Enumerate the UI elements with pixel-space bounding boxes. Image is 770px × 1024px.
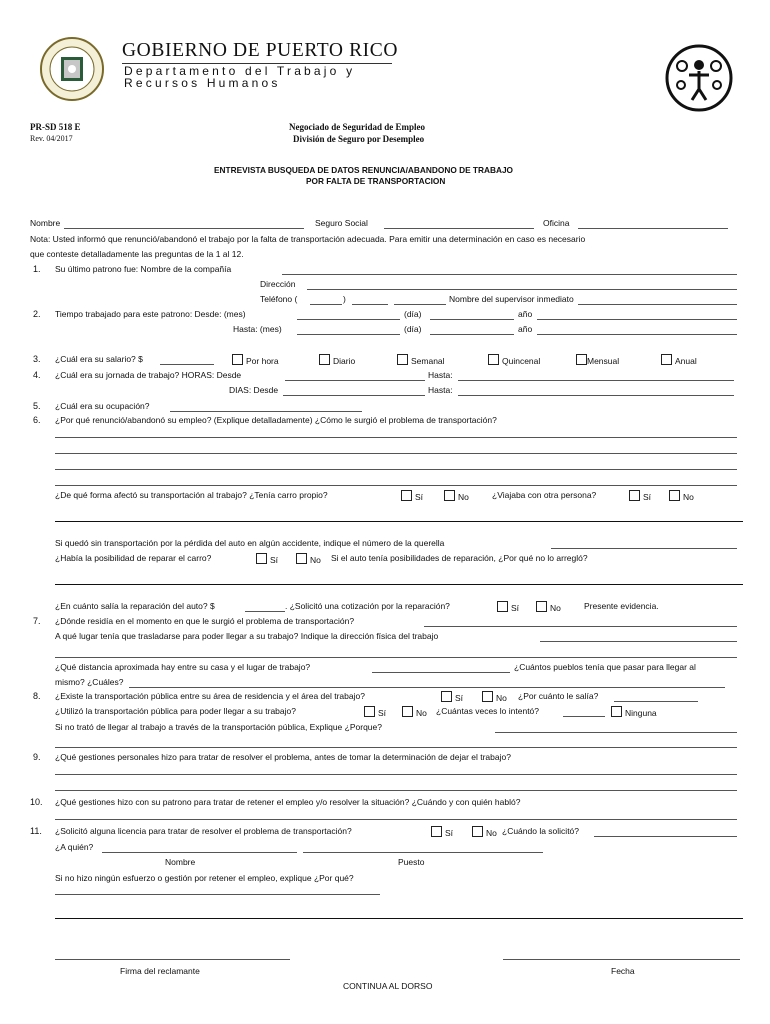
direccion-label: Dirección <box>260 279 296 289</box>
nota-line-1: Nota: Usted informó que renunció/abandonó el trabajo por la falta de transportación adecuada. Para emitir una determinación en caso es necesario <box>30 234 586 244</box>
quien-label: ¿A quién? <box>55 842 94 852</box>
q6-answer-line-2[interactable] <box>55 453 737 454</box>
section-divider-3 <box>55 918 743 919</box>
carro-si[interactable]: Sí <box>401 490 423 502</box>
dias-desde-field[interactable] <box>283 395 425 396</box>
q7-label: ¿Dónde residía en el momento en que le surgió el problema de transportación? <box>55 616 355 626</box>
q3-label: ¿Cuál era su salario? $ <box>55 354 143 364</box>
checkbox[interactable] <box>576 354 587 365</box>
opt-mensual[interactable]: Mensual <box>576 354 619 366</box>
q10-number: 10. <box>30 797 43 807</box>
hasta-mes-field[interactable] <box>297 334 400 335</box>
viajaba-si[interactable]: Sí <box>629 490 651 502</box>
residia-field[interactable] <box>424 626 737 627</box>
opt-por-hora[interactable]: Por hora <box>232 354 279 366</box>
firma-label: Firma del reclamante <box>120 966 200 976</box>
veces-field[interactable] <box>563 716 605 717</box>
afecto-label: ¿De qué forma afectó su transportación al trabajo? ¿Tenía carro propio? <box>55 490 328 500</box>
dias-hasta-label: Hasta: <box>428 385 453 395</box>
form-rev: Rev. 04/2017 <box>30 134 73 143</box>
checkbox[interactable] <box>488 354 499 365</box>
pueblos-field[interactable] <box>129 687 725 688</box>
notrato-field[interactable] <box>495 732 737 733</box>
form-title-1: ENTREVISTA BUSQUEDA DE DATOS RENUNCIA/ABANDONO DE TRABAJO <box>214 165 514 175</box>
desde-ano-label: año <box>518 309 533 319</box>
existe-si[interactable]: Sí <box>441 691 463 703</box>
checkbox[interactable] <box>397 354 408 365</box>
nota-line-2: que conteste detalladamente las preguntas de la 1 al 12. <box>30 249 244 259</box>
q4-number: 4. <box>33 370 41 380</box>
checkbox[interactable] <box>431 826 442 837</box>
supervisor-field[interactable] <box>578 304 737 305</box>
checkbox[interactable] <box>472 826 483 837</box>
division: División de Seguro por Desempleo <box>293 134 425 144</box>
q9-number: 9. <box>33 752 41 762</box>
dias-desde-label: DIAS: Desde <box>229 385 279 395</box>
checkbox[interactable] <box>401 490 412 501</box>
veces-label: ¿Cuántas veces lo intentó? <box>436 706 540 716</box>
q1-number: 1. <box>33 264 41 274</box>
checkbox[interactable] <box>232 354 243 365</box>
continua-label: CONTINUA AL DORSO <box>343 981 433 991</box>
notrato-label: Si no trató de llegar al trabajo a través de la transportación pública, Explique ¿Porque? <box>55 722 382 732</box>
form-title-2: POR FALTA DE TRANSPORTACION <box>306 176 446 186</box>
q3-number: 3. <box>33 354 41 364</box>
checkbox[interactable] <box>256 553 267 564</box>
desde-mes-field[interactable] <box>297 319 400 320</box>
supervisor-label: Nombre del supervisor inmediato <box>449 294 574 304</box>
horas-hasta-field[interactable] <box>458 380 734 381</box>
checkbox[interactable] <box>441 691 452 702</box>
quien-puesto-field[interactable] <box>303 852 543 853</box>
q11-label: ¿Solicitó alguna licencia para tratar de resolver el problema de transportación? <box>55 826 352 836</box>
lugar-label: A qué lugar tenía que trasladarse para poder llegar a su trabajo? Indique la dirección física del trabajo <box>55 631 439 641</box>
cuando-field[interactable] <box>594 836 737 837</box>
reparar-label: ¿Había la posibilidad de reparar el carro? <box>55 553 212 563</box>
q6-answer-line-4[interactable] <box>55 485 737 486</box>
hasta-dia-field[interactable] <box>430 334 514 335</box>
q2-label: Tiempo trabajado para este patrono: Desde: (mes) <box>55 309 246 319</box>
oficina-field[interactable] <box>578 228 728 229</box>
hasta-ano-label: año <box>518 324 533 334</box>
utilizo-no[interactable]: No <box>402 706 427 718</box>
section-divider-1 <box>55 521 743 522</box>
distancia-field[interactable] <box>372 672 510 673</box>
desde-ano-field[interactable] <box>537 319 737 320</box>
company-field[interactable] <box>282 274 737 275</box>
q8-number: 8. <box>33 691 41 701</box>
ocupacion-field[interactable] <box>170 411 362 412</box>
salia-field[interactable] <box>614 701 698 702</box>
telefono-label: Teléfono ( <box>260 294 298 304</box>
carro-no[interactable]: No <box>444 490 469 502</box>
opt-anual[interactable]: Anual <box>661 354 697 366</box>
form-id: PR-SD 518 E <box>30 122 81 132</box>
checkbox[interactable] <box>497 601 508 612</box>
fecha-line[interactable] <box>503 959 740 960</box>
hasta-mes-label: Hasta: (mes) <box>233 324 282 334</box>
dept-line-1: Departamento del Trabajo y <box>124 64 356 78</box>
hasta-dia-label: (día) <box>404 324 422 334</box>
area-code-field[interactable] <box>310 304 342 305</box>
q5-label: ¿Cuál era su ocupación? <box>55 401 150 411</box>
quien-nombre-field[interactable] <box>102 852 297 853</box>
dias-hasta-field[interactable] <box>458 395 734 396</box>
opt-semanal[interactable]: Semanal <box>397 354 445 366</box>
puerto-rico-seal-icon <box>34 36 110 102</box>
nohizo-field[interactable] <box>55 894 380 895</box>
checkbox[interactable] <box>482 691 493 702</box>
reparar-si[interactable]: Sí <box>256 553 278 565</box>
q6-number: 6. <box>33 415 41 425</box>
telefono-field-1[interactable] <box>352 304 388 305</box>
telefono-field-2[interactable] <box>394 304 446 305</box>
nombre-field[interactable] <box>64 228 304 229</box>
lugar-field[interactable] <box>540 641 737 642</box>
salia-label: ¿Por cuánto le salía? <box>518 691 599 701</box>
checkbox[interactable] <box>319 354 330 365</box>
pueblos-label: ¿Cuántos pueblos tenía que pasar para llegar al <box>514 662 696 672</box>
q6-answer-line-1[interactable] <box>55 437 737 438</box>
q10-label: ¿Qué gestiones hizo con su patrono para tratar de retener el empleo y/o resolver la situación? ¿Cuándo y con quién habló? <box>55 797 521 807</box>
q2-number: 2. <box>33 309 41 319</box>
ss-label: Seguro Social <box>315 218 368 228</box>
ninguna-option[interactable]: Ninguna <box>611 706 657 718</box>
utilizo-label: ¿Utilizó la transportación pública para poder llegar a su trabajo? <box>55 706 296 716</box>
q7-number: 7. <box>33 616 41 626</box>
licencia-no[interactable]: No <box>472 826 497 838</box>
checkbox[interactable] <box>402 706 413 717</box>
mismo-label: mismo? ¿Cuáles? <box>55 677 124 687</box>
viajaba-no[interactable]: No <box>669 490 694 502</box>
cotizacion-label: . ¿Solicitó una cotización por la reparación? <box>285 601 450 611</box>
q6-label: ¿Por qué renunció/abandonó su empleo? (Explique detalladamente) ¿Cómo le surgió el problema de transportación? <box>55 415 497 425</box>
utilizo-si[interactable]: Sí <box>364 706 386 718</box>
nombre-label: Nombre <box>30 218 61 228</box>
nohizo-label: Si no hizo ningún esfuerzo o gestión por retener el empleo, explique ¿Por qué? <box>55 873 354 883</box>
licencia-si[interactable]: Sí <box>431 826 453 838</box>
hasta-ano-field[interactable] <box>537 334 737 335</box>
distancia-label: ¿Qué distancia aproximada hay entre su casa y el lugar de trabajo? <box>55 662 311 672</box>
gov-title: GOBIERNO DE PUERTO RICO <box>122 40 399 61</box>
q9-answer-line-1[interactable] <box>55 774 737 775</box>
q6-answer-line-3[interactable] <box>55 469 737 470</box>
reparacion-field[interactable] <box>245 611 285 612</box>
puesto-caption: Puesto <box>398 857 425 867</box>
desde-dia-field[interactable] <box>430 319 514 320</box>
desde-dia-label: (día) <box>404 309 422 319</box>
checkbox[interactable] <box>661 354 672 365</box>
cotizacion-si[interactable]: Sí <box>497 601 519 613</box>
querella-label: Si quedó sin transportación por la pérdida del auto en algún accidente, indique el número de la querella <box>55 538 445 548</box>
q9-answer-line-2[interactable] <box>55 790 737 791</box>
direccion-field[interactable] <box>307 289 737 290</box>
checkbox[interactable] <box>536 601 547 612</box>
viajaba-label: ¿Viajaba con otra persona? <box>492 490 597 500</box>
notrato-field-2[interactable] <box>55 747 737 748</box>
reparacion-label: ¿En cuánto salía la reparación del auto? $ <box>55 601 215 611</box>
section-divider-2 <box>55 584 743 585</box>
checkbox[interactable] <box>669 490 680 501</box>
checkbox[interactable] <box>611 706 622 717</box>
querella-field[interactable] <box>551 548 737 549</box>
opt-diario[interactable]: Diario <box>319 354 355 366</box>
opt-quincenal[interactable]: Quincenal <box>488 354 540 366</box>
checkbox[interactable] <box>444 490 455 501</box>
fecha-label: Fecha <box>611 966 635 976</box>
q9-label: ¿Qué gestiones personales hizo para tratar de resolver el problema, antes de tomar la determinación de dejar el trabajo? <box>55 752 511 762</box>
telefono-close: ) <box>343 294 346 304</box>
checkbox[interactable] <box>364 706 375 717</box>
presente-evidencia: Presente evidencia. <box>584 601 659 611</box>
nombre-caption: Nombre <box>165 857 196 867</box>
oficina-label: Oficina <box>543 218 570 228</box>
checkbox[interactable] <box>296 553 307 564</box>
horas-desde-field[interactable] <box>285 380 425 381</box>
existe-no[interactable]: No <box>482 691 507 703</box>
dept-line-2: Recursos Humanos <box>124 76 281 90</box>
cotizacion-no[interactable]: No <box>536 601 561 613</box>
lugar-field-2[interactable] <box>55 657 737 658</box>
cuando-label: ¿Cuándo la solicitó? <box>502 826 580 836</box>
salario-field[interactable] <box>160 364 214 365</box>
q1-label: Su último patrono fue: Nombre de la compañía <box>55 264 232 274</box>
q8-label: ¿Existe la transportación pública entre su área de residencia y el área del trabajo? <box>55 691 365 701</box>
arreglo-label: Si el auto tenía posibilidades de reparación, ¿Por qué no lo arregló? <box>331 553 588 563</box>
q5-number: 5. <box>33 401 41 411</box>
seal-text: ESTADO LIBRE ASOCIADO DE PUERTO RICO <box>38 104 103 108</box>
checkbox[interactable] <box>629 490 640 501</box>
firma-line[interactable] <box>55 959 290 960</box>
q10-answer-line-1[interactable] <box>55 819 737 820</box>
horas-hasta-label: Hasta: <box>428 370 453 380</box>
q11-number: 11. <box>30 826 42 836</box>
dtrh-logo-icon <box>665 44 733 112</box>
ss-field[interactable] <box>384 228 534 229</box>
q4-label: ¿Cuál era su jornada de trabajo? HORAS: Desde <box>55 370 242 380</box>
negociado: Negociado de Seguridad de Empleo <box>289 122 426 132</box>
reparar-no[interactable]: No <box>296 553 321 565</box>
